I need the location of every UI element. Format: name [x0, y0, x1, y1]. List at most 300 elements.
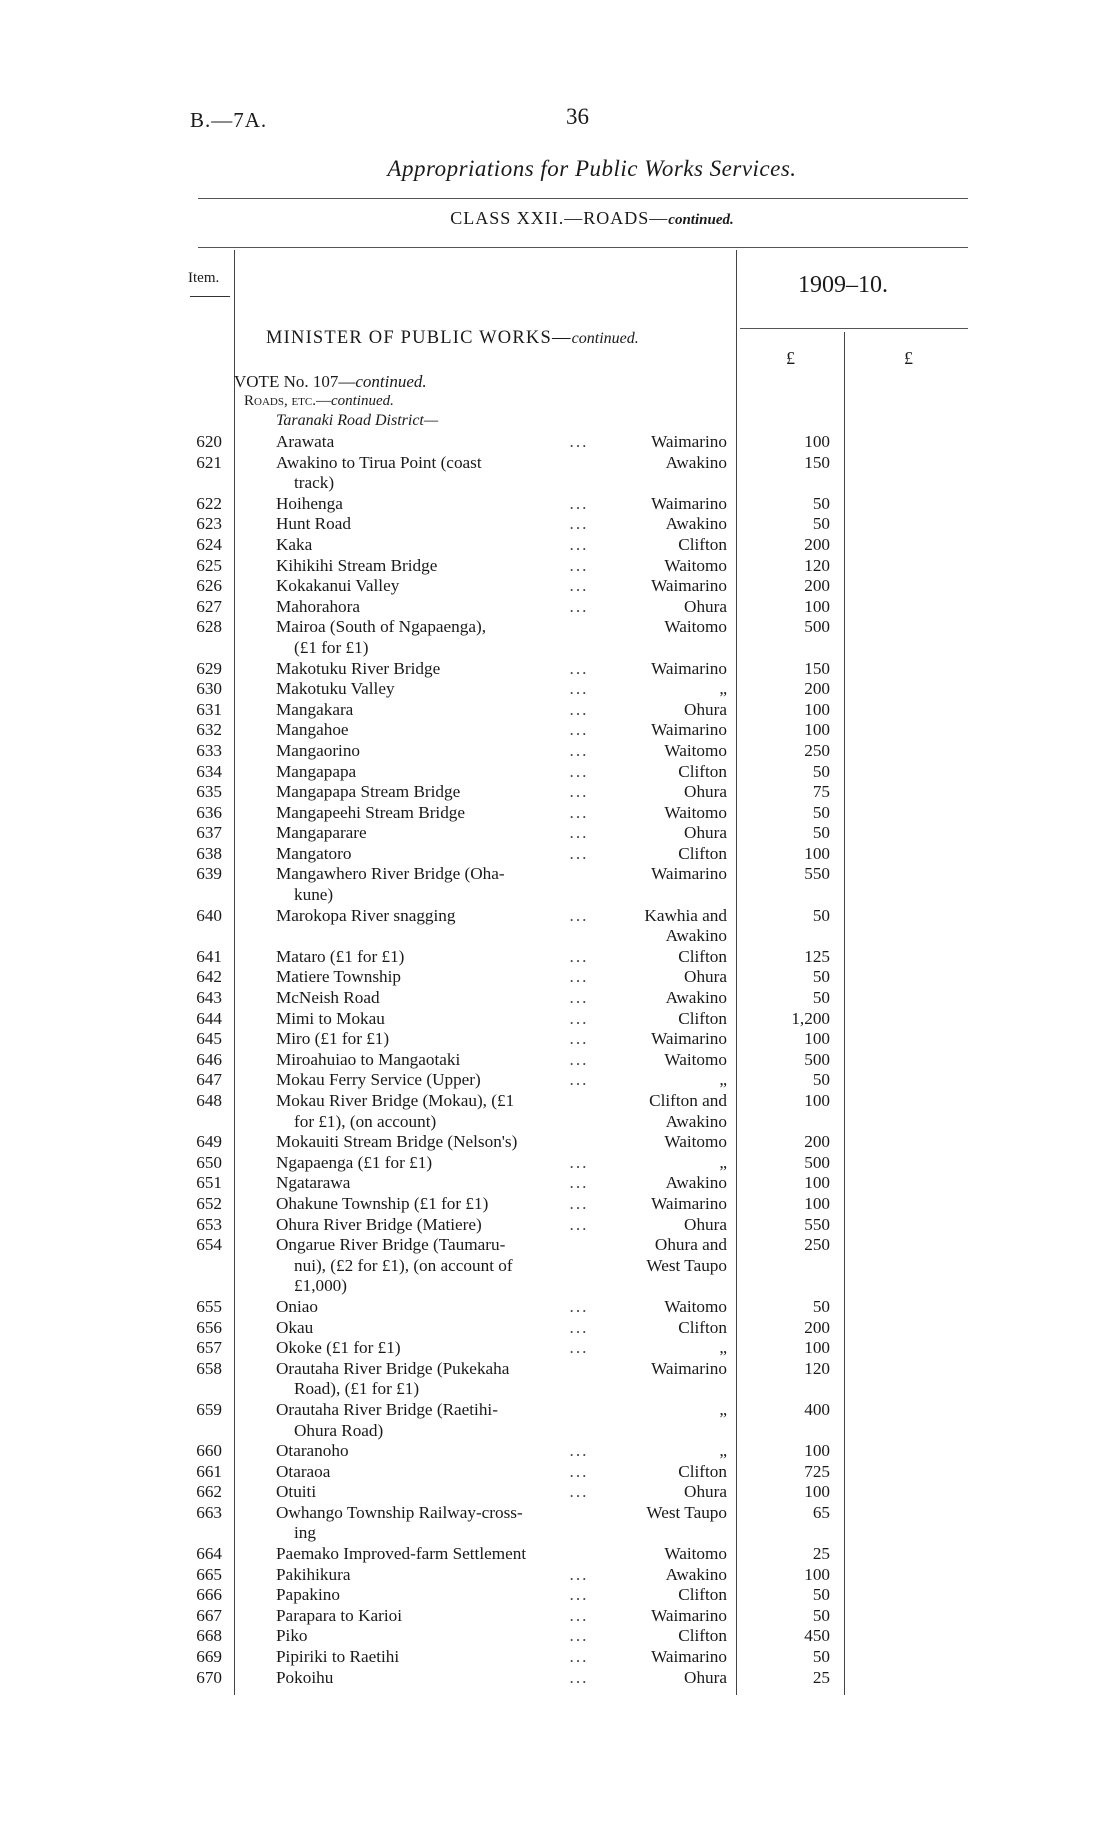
leader-dots: ... [569, 1008, 589, 1028]
leader-dots: ... [569, 1214, 589, 1234]
item-number: 670 [196, 1667, 222, 1687]
item-name [276, 1318, 591, 1339]
minister-heading-text: MINISTER OF PUBLIC WORKS— [266, 328, 572, 348]
item-name-line: Ohakune Township (£1 for £1) [276, 1193, 489, 1213]
electoral-district [605, 967, 727, 988]
item-name [276, 782, 591, 803]
item-name [276, 1338, 591, 1359]
amount: 65 [812, 1502, 830, 1522]
item-name [276, 453, 591, 494]
electoral-district-line: Waimarino [651, 1605, 727, 1625]
item-name-line: track) [294, 473, 335, 493]
year-header: 1909–10. [798, 272, 888, 298]
item-name-line: Paemako Improved-farm Settlement [276, 1544, 527, 1564]
item-name [276, 1029, 591, 1050]
electoral-district-line: Ohura [684, 967, 727, 987]
roads-heading-continued: continued. [330, 393, 394, 409]
table-row [0, 864, 1114, 905]
item-name [276, 1400, 591, 1441]
amount: 100 [804, 1173, 830, 1193]
electoral-district [605, 700, 727, 721]
page-number: 36 [566, 104, 589, 129]
table-row [0, 1132, 1114, 1153]
electoral-district-line: Waitomo [664, 617, 727, 637]
table-row [0, 1215, 1114, 1236]
item-number: 637 [196, 823, 222, 843]
item-name-line: Arawata [276, 432, 335, 451]
electoral-district-line: Kawhia and [644, 905, 727, 925]
item-name-line: Hoihenga [276, 493, 343, 513]
electoral-district [605, 679, 727, 700]
document-reference: B.—7A. [190, 108, 268, 132]
electoral-district [605, 1215, 727, 1236]
minister-heading-continued: continued. [571, 330, 639, 347]
table-row [0, 782, 1114, 803]
electoral-district [605, 453, 727, 474]
leader-dots: ... [569, 720, 589, 740]
item-name-line: for £1), (on account) [294, 1111, 437, 1131]
amount: 50 [812, 988, 830, 1008]
amount: 50 [812, 493, 830, 513]
electoral-district-line: Waitomo [664, 802, 727, 822]
item-name [276, 1585, 591, 1606]
item-name [276, 1668, 591, 1689]
table-row [0, 1153, 1114, 1174]
electoral-district-line: Waimarino [651, 432, 727, 451]
item-name [276, 864, 591, 905]
electoral-district-line: Waimarino [651, 1647, 727, 1667]
item-number: 658 [196, 1358, 222, 1378]
electoral-district-line: Ohura [684, 1214, 727, 1234]
item-number: 642 [196, 967, 222, 987]
electoral-district [605, 617, 727, 638]
minister-heading [266, 328, 639, 349]
item-number: 653 [196, 1214, 222, 1234]
amount: 25 [812, 1667, 830, 1687]
electoral-district-line: Ohura [684, 782, 727, 802]
item-name [276, 700, 591, 721]
table-row [0, 617, 1114, 658]
item-name-line: Orautaha River Bridge (Pukekaha [276, 1358, 510, 1378]
electoral-district-line: „ [719, 679, 727, 699]
item-name-line: Okoke (£1 for £1) [276, 1338, 401, 1358]
amount: 550 [804, 864, 830, 884]
leader-dots: ... [569, 761, 589, 781]
item-number: 634 [196, 761, 222, 781]
electoral-district-line: „ [719, 1338, 727, 1358]
item-name-line: Mairoa (South of Ngapaenga), [276, 617, 487, 637]
item-name-line: Otuiti [276, 1482, 317, 1502]
electoral-district-line: Ohura [684, 1667, 727, 1687]
electoral-district [605, 1235, 727, 1276]
item-name [276, 1359, 591, 1400]
leader-dots: ... [569, 988, 589, 1008]
electoral-district [605, 659, 727, 680]
electoral-district-line: Waitomo [664, 1132, 727, 1152]
item-number: 655 [196, 1296, 222, 1316]
table-row [0, 762, 1114, 783]
item-name [276, 1544, 591, 1565]
item-number: 627 [196, 596, 222, 616]
electoral-district [605, 1194, 727, 1215]
item-name [276, 1194, 591, 1215]
electoral-district-line: Waimarino [651, 1358, 727, 1378]
item-number: 663 [196, 1502, 222, 1522]
table-row [0, 659, 1114, 680]
table-row [0, 1647, 1114, 1668]
electoral-district-line: Awakino [665, 514, 727, 534]
item-name-line: Okau [276, 1317, 314, 1337]
leader-dots: ... [569, 823, 589, 843]
item-name-line: Miro (£1 for £1) [276, 1029, 390, 1049]
item-name-line: Mangahoe [276, 720, 349, 740]
item-number: 639 [196, 864, 222, 884]
amount: 100 [804, 432, 830, 451]
table-row [0, 556, 1114, 577]
item-name [276, 967, 591, 988]
electoral-district-line: „ [719, 1152, 727, 1172]
vote-heading-continued: continued. [355, 372, 427, 391]
amount: 550 [804, 1214, 830, 1234]
table-row [0, 432, 1114, 453]
amount: 450 [804, 1626, 830, 1646]
leader-dots: ... [569, 1070, 589, 1090]
item-name [276, 679, 591, 700]
page-title: Appropriations for Public Works Services. [387, 156, 797, 181]
item-name [276, 1647, 591, 1668]
item-number: 638 [196, 843, 222, 863]
electoral-district [605, 782, 727, 803]
electoral-district [605, 1173, 727, 1194]
electoral-district [605, 1503, 727, 1524]
amount: 50 [812, 905, 830, 925]
amount: 150 [804, 452, 830, 472]
item-number: 640 [196, 905, 222, 925]
electoral-district-line: Ohura and [654, 1235, 727, 1255]
item-number: 629 [196, 658, 222, 678]
electoral-district-line: Waimarino [651, 576, 727, 596]
electoral-district [605, 494, 727, 515]
amount: 75 [812, 782, 830, 802]
item-number: 662 [196, 1482, 222, 1502]
item-name-line: Mimi to Mokau [276, 1008, 385, 1028]
item-name [276, 1091, 591, 1132]
electoral-district-line: Waimarino [651, 493, 727, 513]
amount: 500 [804, 1049, 830, 1069]
leader-dots: ... [569, 1193, 589, 1213]
item-number: 666 [196, 1585, 222, 1605]
item-name-line: Papakino [276, 1585, 340, 1605]
class-header-continued: continued. [668, 212, 734, 228]
table-row [0, 947, 1114, 968]
table-row [0, 1585, 1114, 1606]
leader-dots: ... [569, 1296, 589, 1316]
item-name [276, 1235, 591, 1297]
item-number: 667 [196, 1605, 222, 1625]
table-row [0, 1009, 1114, 1030]
item-name-line: Mokau Ferry Service (Upper) [276, 1070, 481, 1090]
leader-dots: ... [569, 493, 589, 513]
electoral-district-line: Ohura [684, 823, 727, 843]
amount: 400 [804, 1399, 830, 1419]
item-number: 643 [196, 988, 222, 1008]
item-number: 641 [196, 946, 222, 966]
item-number: 624 [196, 534, 222, 554]
electoral-district-line: Awakino [665, 1564, 727, 1584]
amount: 200 [804, 1317, 830, 1337]
table-row [0, 494, 1114, 515]
table-row [0, 453, 1114, 494]
item-name [276, 803, 591, 824]
roads-heading-text: Roads, etc.— [244, 393, 331, 409]
amount: 100 [804, 699, 830, 719]
leader-dots: ... [569, 596, 589, 616]
item-number: 668 [196, 1626, 222, 1646]
leader-dots: ... [569, 782, 589, 802]
electoral-district [605, 762, 727, 783]
item-name [276, 741, 591, 762]
electoral-district [605, 988, 727, 1009]
item-number: 664 [196, 1544, 222, 1564]
leader-dots: ... [569, 1173, 589, 1193]
amount: 50 [812, 823, 830, 843]
item-name [276, 1215, 591, 1236]
class-rule [198, 247, 968, 248]
item-number: 633 [196, 740, 222, 760]
table-row [0, 576, 1114, 597]
item-header-rule [190, 296, 230, 297]
amount: 200 [804, 534, 830, 554]
table-row [0, 1626, 1114, 1647]
electoral-district [605, 1668, 727, 1689]
electoral-district-line: „ [719, 1399, 727, 1419]
table-row [0, 1668, 1114, 1689]
leader-dots: ... [569, 1605, 589, 1625]
amount: 100 [804, 843, 830, 863]
table-row [0, 967, 1114, 988]
electoral-district [605, 1009, 727, 1030]
item-name-line: Marokopa River snagging [276, 905, 456, 925]
item-name-line: ing [294, 1523, 316, 1543]
table-row [0, 1338, 1114, 1359]
item-name [276, 514, 591, 535]
item-name [276, 762, 591, 783]
item-name [276, 556, 591, 577]
electoral-district-line: „ [719, 1070, 727, 1090]
item-name [276, 1173, 591, 1194]
table-row [0, 1482, 1114, 1503]
amount: 50 [812, 1647, 830, 1667]
electoral-district [605, 1462, 727, 1483]
item-number: 620 [196, 432, 222, 451]
leader-dots: ... [569, 905, 589, 925]
amount: 50 [812, 802, 830, 822]
electoral-district-line: Waimarino [651, 720, 727, 740]
item-number: 635 [196, 782, 222, 802]
electoral-district [605, 1441, 727, 1462]
leader-dots: ... [569, 1667, 589, 1687]
leader-dots: ... [569, 514, 589, 534]
item-name-line: nui), (£2 for £1), (on account of [294, 1255, 513, 1275]
table-row [0, 1050, 1114, 1071]
amount: 250 [804, 740, 830, 760]
item-name-line: Owhango Township Railway-cross- [276, 1502, 523, 1522]
electoral-district [605, 1565, 727, 1586]
table-row [0, 823, 1114, 844]
table-row [0, 1441, 1114, 1462]
item-name-line: Oniao [276, 1296, 319, 1316]
electoral-district-line: Awakino [665, 1173, 727, 1193]
table-row [0, 1544, 1114, 1565]
item-name-line: Ohura Road) [294, 1420, 384, 1440]
electoral-district-line: Waimarino [651, 658, 727, 678]
leader-dots: ... [569, 843, 589, 863]
item-number: 647 [196, 1070, 222, 1090]
electoral-district [605, 514, 727, 535]
item-name-line: Ngatarawa [276, 1173, 351, 1193]
table-row [0, 1359, 1114, 1400]
item-name-line: Ngapaenga (£1 for £1) [276, 1152, 433, 1172]
item-name [276, 494, 591, 515]
amount: 200 [804, 679, 830, 699]
item-name-line: Orautaha River Bridge (Raetihi- [276, 1399, 498, 1419]
leader-dots: ... [569, 679, 589, 699]
leader-dots: ... [569, 1049, 589, 1069]
item-name-line: Otaraoa [276, 1461, 331, 1481]
item-name [276, 1297, 591, 1318]
amount: 100 [804, 1564, 830, 1584]
item-name-line: McNeish Road [276, 988, 380, 1008]
electoral-district [605, 1482, 727, 1503]
item-name [276, 1009, 591, 1030]
leader-dots: ... [569, 1317, 589, 1337]
table-row [0, 1235, 1114, 1297]
amount: 50 [812, 1296, 830, 1316]
leader-dots: ... [569, 1585, 589, 1605]
table-row [0, 988, 1114, 1009]
item-name [276, 535, 591, 556]
currency-header-1: £ [786, 348, 795, 368]
item-name [276, 1462, 591, 1483]
class-header-text: CLASS XXII.—ROADS— [450, 208, 669, 228]
table-row [0, 1029, 1114, 1050]
item-name [276, 823, 591, 844]
item-number: 656 [196, 1317, 222, 1337]
electoral-district [605, 1153, 727, 1174]
item-name [276, 1070, 591, 1091]
item-name-line: Mangapapa Stream Bridge [276, 782, 461, 802]
leader-dots: ... [569, 946, 589, 966]
item-number: 660 [196, 1441, 222, 1461]
electoral-district-line: Awakino [665, 1111, 727, 1131]
table-row [0, 906, 1114, 947]
electoral-district [605, 803, 727, 824]
item-name-line: Mataro (£1 for £1) [276, 946, 405, 966]
item-number: 632 [196, 720, 222, 740]
amount: 50 [812, 1585, 830, 1605]
electoral-district [605, 1359, 727, 1380]
item-name [276, 576, 591, 597]
roads-heading [244, 393, 394, 410]
amount: 150 [804, 658, 830, 678]
item-number: 649 [196, 1132, 222, 1152]
table-row [0, 1565, 1114, 1586]
item-name-line: Mangaparare [276, 823, 367, 843]
item-name-line: Kokakanui Valley [276, 576, 400, 596]
item-name-line: Kihikihi Stream Bridge [276, 555, 438, 575]
item-number: 630 [196, 679, 222, 699]
electoral-district [605, 1338, 727, 1359]
amount: 100 [804, 1193, 830, 1213]
electoral-district-line: Waimarino [651, 864, 727, 884]
item-name [276, 432, 591, 453]
item-name-line: Mokauiti Stream Bridge (Nelson's) [276, 1132, 518, 1152]
amount: 120 [804, 555, 830, 575]
item-name-line: Makotuku Valley [276, 679, 395, 699]
item-name-line: Kaka [276, 534, 313, 554]
item-name-line: Mangapapa [276, 761, 357, 781]
electoral-district-line: Waimarino [651, 1193, 727, 1213]
amount: 100 [804, 1482, 830, 1502]
item-number: 645 [196, 1029, 222, 1049]
item-number: 623 [196, 514, 222, 534]
vote-heading [234, 372, 427, 392]
leader-dots: ... [569, 1152, 589, 1172]
item-number: 636 [196, 802, 222, 822]
amount: 125 [804, 946, 830, 966]
item-name-line: Ohura River Bridge (Matiere) [276, 1214, 482, 1234]
leader-dots: ... [569, 1338, 589, 1358]
table-row [0, 1091, 1114, 1132]
item-name-line: Makotuku River Bridge [276, 658, 441, 678]
amount: 50 [812, 1605, 830, 1625]
table-row [0, 679, 1114, 700]
table-row [0, 803, 1114, 824]
item-name [276, 720, 591, 741]
table-row [0, 514, 1114, 535]
item-name-line: Mangapeehi Stream Bridge [276, 802, 466, 822]
item-name-line: Parapara to Karioi [276, 1605, 402, 1625]
leader-dots: ... [569, 658, 589, 678]
electoral-district [605, 535, 727, 556]
electoral-district [605, 741, 727, 762]
electoral-district-line: Clifton [678, 1317, 727, 1337]
electoral-district-line: Clifton [678, 843, 727, 863]
item-name-line: Mokau River Bridge (Mokau), (£1 [276, 1091, 515, 1110]
electoral-district [605, 1647, 727, 1668]
leader-dots: ... [569, 1626, 589, 1646]
table-row [0, 1318, 1114, 1339]
item-name-line: (£1 for £1) [294, 637, 369, 657]
electoral-district [605, 576, 727, 597]
leader-dots: ... [569, 1647, 589, 1667]
electoral-district-line: Clifton and [649, 1091, 727, 1110]
electoral-district-line: Awakino [665, 452, 727, 472]
amount: 250 [804, 1235, 830, 1255]
item-name [276, 617, 591, 658]
item-number: 648 [196, 1091, 222, 1110]
amount: 500 [804, 617, 830, 637]
item-number: 621 [196, 452, 222, 472]
electoral-district [605, 823, 727, 844]
table-row [0, 1173, 1114, 1194]
electoral-district [605, 1626, 727, 1647]
item-number: 626 [196, 576, 222, 596]
item-name [276, 1503, 591, 1544]
leader-dots: ... [569, 802, 589, 822]
item-name [276, 1606, 591, 1627]
amount: 1,200 [791, 1008, 830, 1028]
